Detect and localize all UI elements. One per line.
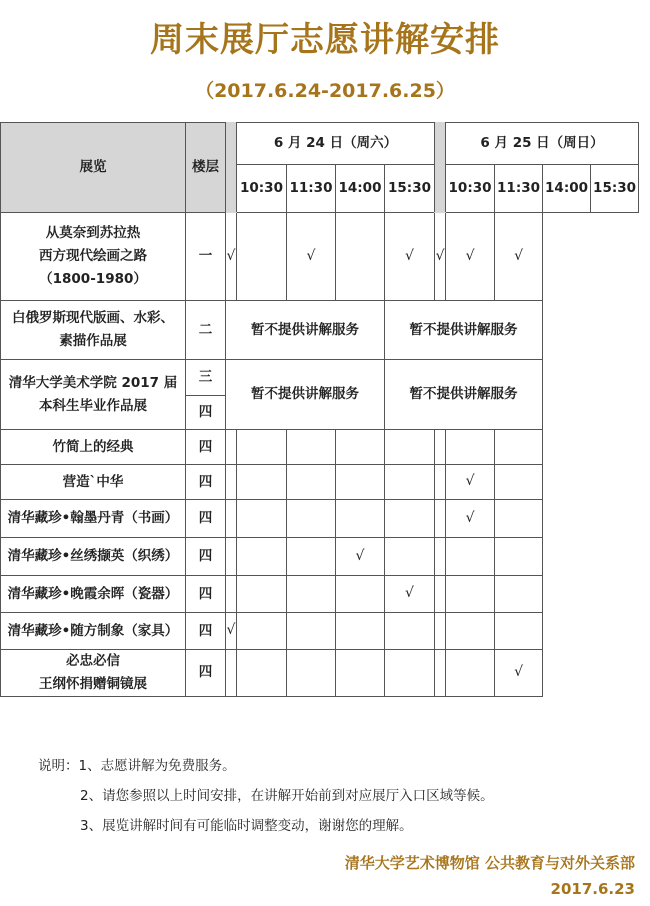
slot-cell xyxy=(336,430,385,465)
check-mark: √ xyxy=(465,509,475,526)
slot-cell xyxy=(435,576,446,613)
slot-cell xyxy=(287,213,336,301)
slot-cell xyxy=(237,613,287,650)
check-mark: √ xyxy=(405,585,414,602)
exhibition-name xyxy=(1,213,186,301)
check-mark: √ xyxy=(355,547,365,564)
slot-cell xyxy=(226,430,237,465)
header-floor: 楼层 xyxy=(186,123,226,213)
notes-label: 说明： xyxy=(38,758,79,774)
no-service-note: 暂不提供讲解服务 xyxy=(226,360,385,430)
floor-cell: 四 xyxy=(186,500,226,538)
slot-cell xyxy=(237,538,287,576)
slot-cell xyxy=(237,213,287,301)
slot-cell xyxy=(237,576,287,613)
slot-cell xyxy=(336,213,385,301)
slot-cell xyxy=(226,500,237,538)
slot-cell xyxy=(435,430,446,465)
slot-cell xyxy=(226,465,237,500)
floor-cell: 四 xyxy=(186,396,226,430)
slot-cell xyxy=(287,465,336,500)
page-title: 周末展厅志愿讲解安排 xyxy=(150,20,500,60)
check-mark: √ xyxy=(514,247,523,264)
slot-cell xyxy=(385,500,435,538)
floor-cell: 四 xyxy=(186,650,226,697)
footer-date: 2017.6.23 xyxy=(550,880,635,898)
slot-cell xyxy=(336,576,385,613)
note-item: 1、志愿讲解为免费服务。 xyxy=(78,758,236,774)
slot-cell xyxy=(446,576,495,613)
slot-cell xyxy=(446,650,495,697)
exhibition-name xyxy=(1,465,186,500)
exhibition-name-line: 竹简上的经典 xyxy=(52,438,134,455)
slot-cell xyxy=(385,213,435,301)
slot-cell xyxy=(495,613,543,650)
slot-cell xyxy=(287,650,336,697)
no-service-note: 暂不提供讲解服务 xyxy=(385,360,543,430)
slot-cell xyxy=(237,430,287,465)
slot-cell xyxy=(226,613,237,650)
exhibition-name xyxy=(1,538,186,576)
slot-cell xyxy=(385,613,435,650)
check-mark: √ xyxy=(465,473,475,490)
slot-cell xyxy=(435,650,446,697)
check-mark: √ xyxy=(465,247,475,264)
exhibition-name-line: 从莫奈到苏拉热 xyxy=(45,225,141,242)
slot-cell xyxy=(287,500,336,538)
slot-cell xyxy=(435,465,446,500)
slot-cell xyxy=(226,538,237,576)
no-service-note: 暂不提供讲解服务 xyxy=(226,301,385,360)
slot-cell xyxy=(446,613,495,650)
slot-cell xyxy=(435,613,446,650)
slot-cell xyxy=(237,650,287,697)
time-header: 14:00 xyxy=(336,165,385,213)
floor-cell: 四 xyxy=(186,465,226,500)
header-day2: 6 月 25 日（周日） xyxy=(446,123,639,165)
slot-cell xyxy=(385,538,435,576)
slot-cell xyxy=(495,500,543,538)
no-service-note: 暂不提供讲解服务 xyxy=(385,301,543,360)
slot-cell xyxy=(237,500,287,538)
exhibition-name-line: 清华大学美术学院 2017 届 xyxy=(8,374,178,391)
slot-cell xyxy=(226,650,237,697)
check-mark: √ xyxy=(405,247,414,264)
slot-cell xyxy=(495,576,543,613)
note-item: 2、请您参照以上时间安排，在讲解开始前到对应展厅入口区域等候。 xyxy=(80,788,494,804)
exhibition-name-line: 素描作品展 xyxy=(59,333,127,349)
floor-cell: 一 xyxy=(186,213,226,301)
exhibition-name xyxy=(1,650,186,697)
time-header: 14:00 xyxy=(543,165,591,213)
slot-cell xyxy=(287,576,336,613)
exhibition-name xyxy=(1,301,186,360)
footer-org: 清华大学艺术博物馆 公共教育与对外关系部 xyxy=(344,854,635,872)
day-separator-1 xyxy=(226,123,237,213)
slot-cell xyxy=(237,465,287,500)
slot-cell xyxy=(495,213,543,301)
slot-cell xyxy=(495,650,543,697)
slot-cell xyxy=(226,576,237,613)
exhibition-name-line: 营造`中华 xyxy=(62,473,124,490)
slot-cell xyxy=(287,613,336,650)
floor-cell: 四 xyxy=(186,538,226,576)
time-header: 10:30 xyxy=(446,165,495,213)
slot-cell xyxy=(446,465,495,500)
exhibition-name-line: 王纲怀捐赠铜镜展 xyxy=(39,675,147,692)
check-mark: √ xyxy=(514,664,523,681)
slot-cell xyxy=(336,650,385,697)
exhibition-name-line: 清华藏珍•随方制象（家具） xyxy=(7,622,179,639)
slot-cell xyxy=(435,538,446,576)
check-mark: √ xyxy=(226,247,236,264)
slot-cell xyxy=(446,213,495,301)
exhibition-name-line: （1800-1980） xyxy=(39,270,147,287)
slot-cell xyxy=(385,650,435,697)
exhibition-name-line: 清华藏珍•晚霞余晖（瓷器） xyxy=(7,585,179,602)
slot-cell xyxy=(446,500,495,538)
check-mark: √ xyxy=(435,247,445,264)
day-separator-2 xyxy=(435,123,446,213)
exhibition-name xyxy=(1,613,186,650)
slot-cell xyxy=(336,538,385,576)
slot-cell xyxy=(336,465,385,500)
header-day1: 6 月 24 日（周六） xyxy=(237,123,435,165)
exhibition-name-line: 清华藏珍•翰墨丹青（书画） xyxy=(7,510,179,527)
time-header: 11:30 xyxy=(495,165,543,213)
exhibition-name-line: 必忠必信 xyxy=(66,653,120,669)
exhibition-name-line: 白俄罗斯现代版画、水彩、 xyxy=(12,310,174,327)
slot-cell xyxy=(446,430,495,465)
exhibition-name xyxy=(1,500,186,538)
slot-cell xyxy=(435,500,446,538)
exhibition-name xyxy=(1,576,186,613)
time-header: 10:30 xyxy=(237,165,287,213)
floor-cell: 四 xyxy=(186,613,226,650)
floor-cell: 三 xyxy=(186,360,226,396)
slot-cell xyxy=(435,213,446,301)
check-mark: √ xyxy=(306,247,316,264)
slot-cell xyxy=(446,538,495,576)
slot-cell xyxy=(495,430,543,465)
floor-cell: 二 xyxy=(186,301,226,360)
slot-cell xyxy=(385,576,435,613)
exhibition-name-line: 西方现代绘画之路 xyxy=(39,248,147,265)
header-exhibition: 展览 xyxy=(1,123,186,213)
slot-cell xyxy=(495,538,543,576)
floor-cell: 四 xyxy=(186,430,226,465)
slot-cell xyxy=(287,538,336,576)
slot-cell xyxy=(336,613,385,650)
slot-cell xyxy=(495,465,543,500)
check-mark: √ xyxy=(226,622,236,639)
note-item: 3、展览讲解时间有可能临时调整变动，谢谢您的理解。 xyxy=(80,818,413,834)
slot-cell xyxy=(226,213,237,301)
slot-cell xyxy=(336,500,385,538)
exhibition-name xyxy=(1,430,186,465)
time-header: 11:30 xyxy=(287,165,336,213)
exhibition-name-line: 本科生毕业作品展 xyxy=(39,397,147,414)
floor-cell: 四 xyxy=(186,576,226,613)
exhibition-name-line: 清华藏珍•丝绣撷英（织绣） xyxy=(7,548,179,565)
slot-cell xyxy=(287,430,336,465)
exhibition-name xyxy=(1,360,186,430)
schedule-table xyxy=(0,122,639,697)
time-header: 15:30 xyxy=(591,165,639,213)
slot-cell xyxy=(385,430,435,465)
slot-cell xyxy=(385,465,435,500)
date-range: （2017.6.24-2017.6.25） xyxy=(195,80,455,102)
time-header: 15:30 xyxy=(385,165,435,213)
